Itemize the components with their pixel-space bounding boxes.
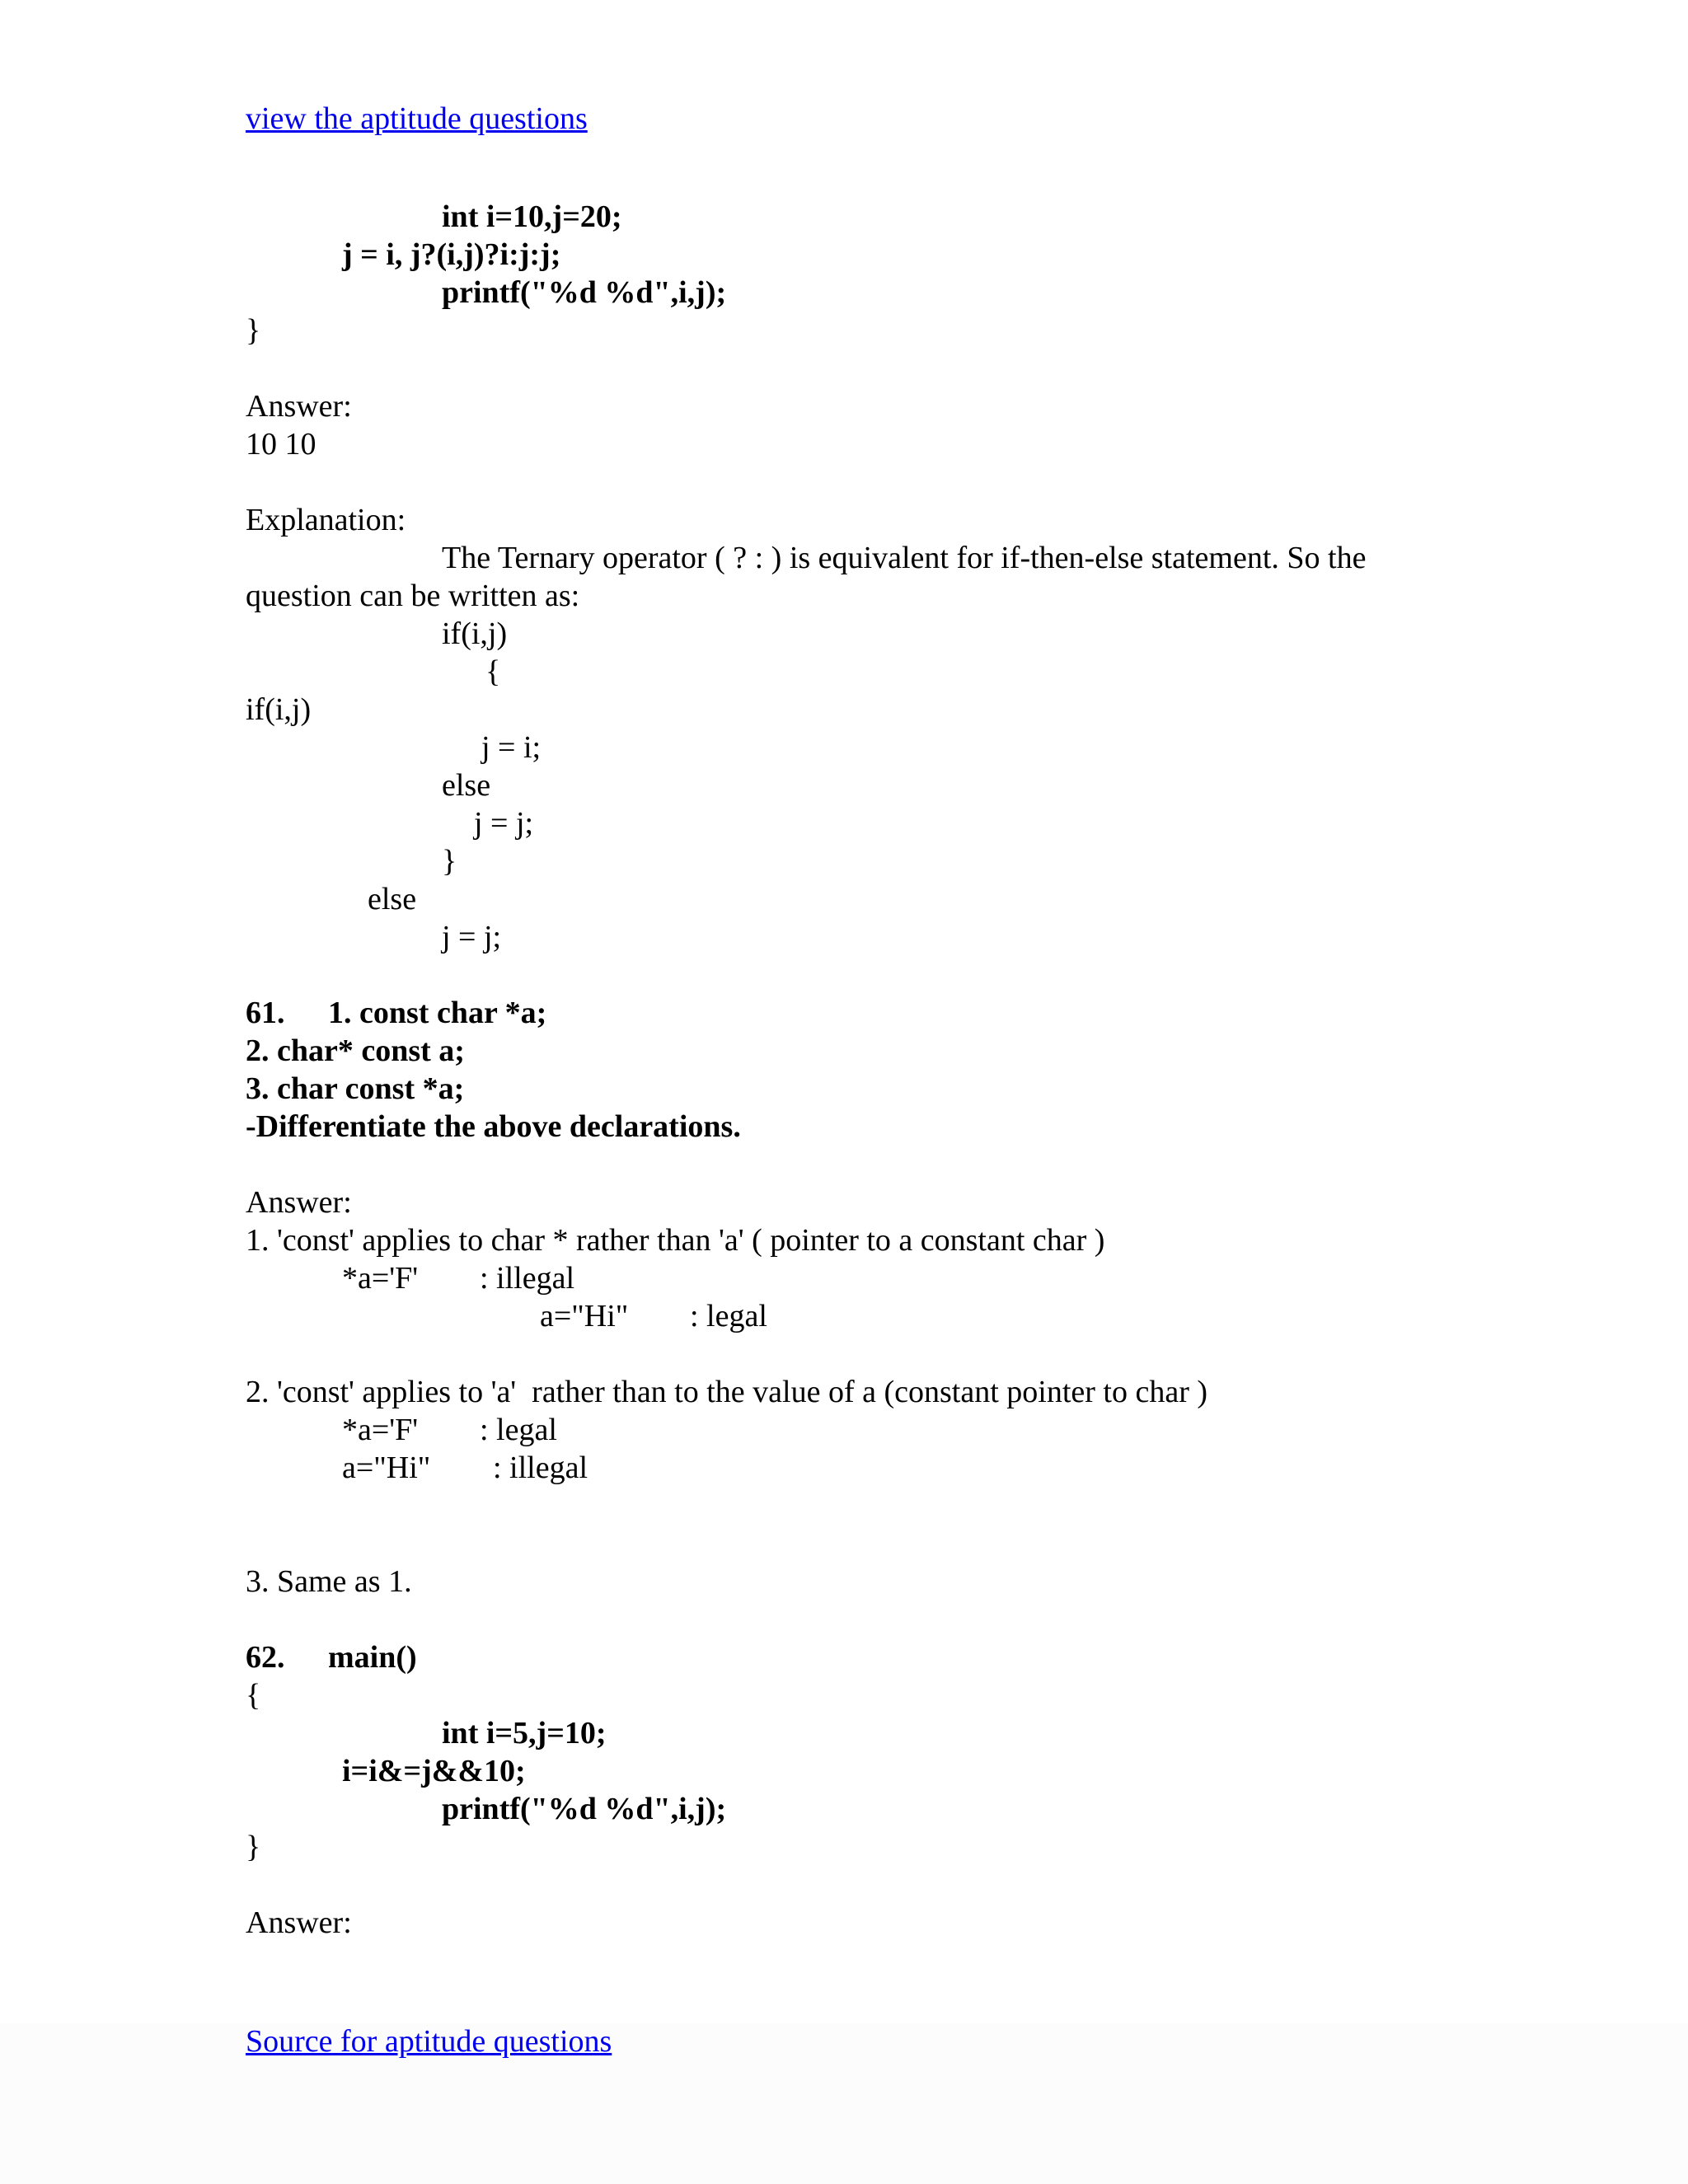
question-61-answer-2-example-2-result: : illegal [493,1451,588,1485]
question-61-answer-1-example-2-result: : legal [690,1299,767,1333]
question-62-code-expression: i=i&=j&&10; [342,1754,526,1788]
question-61-answer-1-example-1-code: *a='F' [342,1261,419,1296]
explanation-label: Explanation: [246,503,406,537]
question-62-number: 62. [246,1640,285,1675]
view-aptitude-questions-link[interactable]: view the aptitude questions [246,101,588,136]
question-61-answer-2-example-1-result: : legal [480,1413,557,1447]
explanation-code-else-inner: else [442,768,491,803]
question-62-close-brace: } [246,1830,261,1864]
question-61-answer-3-text: 3. Same as 1. [246,1564,412,1599]
question-61-answer-2-example-1-code: *a='F' [342,1413,419,1447]
question-62-open-brace: { [246,1678,261,1713]
explanation-text-line-1: The Ternary operator ( ? : ) is equivalent for if-then-else statement. So the [442,541,1367,575]
explanation-code-if-outer: if(i,j) [442,616,508,651]
code-close-brace: } [246,313,261,348]
explanation-code-else-outer: else [368,882,417,916]
answer-value: 10 10 [246,427,316,462]
question-61-answer-1-example-2-code: a="Hi" [540,1299,629,1333]
question-61-line-4: -Differentiate the above declarations. [246,1109,741,1144]
question-61-answer-2-text: 2. 'const' applies to 'a' rather than to the value of a (constant pointer to char ) [246,1375,1207,1409]
explanation-code-assign-j-inner: j = j; [474,806,534,841]
explanation-text-line-2: question can be written as: [246,579,580,613]
code-line-declaration: int i=10,j=20; [442,199,622,234]
explanation-code-if-inner: if(i,j) [246,692,312,727]
question-61-line-1: 1. const char *a; [328,996,547,1030]
question-62-answer-label: Answer: [246,1905,352,1940]
question-61-line-3: 3. char const *a; [246,1071,465,1106]
question-61-answer-label: Answer: [246,1185,352,1220]
code-line-printf: printf("%d %d",i,j); [442,275,727,310]
question-61-number: 61. [246,996,285,1030]
question-62-code-declaration: int i=5,j=10; [442,1716,607,1750]
explanation-code-assign-j-outer: j = j; [442,920,502,954]
question-61-answer-1-text: 1. 'const' applies to char * rather than 'a' ( pointer to a constant char ) [246,1223,1105,1258]
question-62-code-printf: printf("%d %d",i,j); [442,1792,727,1826]
explanation-code-open-brace: { [485,654,501,689]
code-line-ternary: j = i, j?(i,j)?i:j:j; [342,237,561,272]
question-61-answer-2-example-2-code: a="Hi" [342,1451,431,1485]
question-61-line-2: 2. char* const a; [246,1033,465,1068]
source-aptitude-questions-link[interactable]: Source for aptitude questions [246,2024,612,2059]
question-61-answer-1-example-1-result: : illegal [480,1261,575,1296]
question-62-title: main() [328,1640,417,1675]
answer-label: Answer: [246,389,352,424]
explanation-code-close-brace: } [442,844,457,879]
explanation-code-assign-i: j = i; [481,730,542,765]
